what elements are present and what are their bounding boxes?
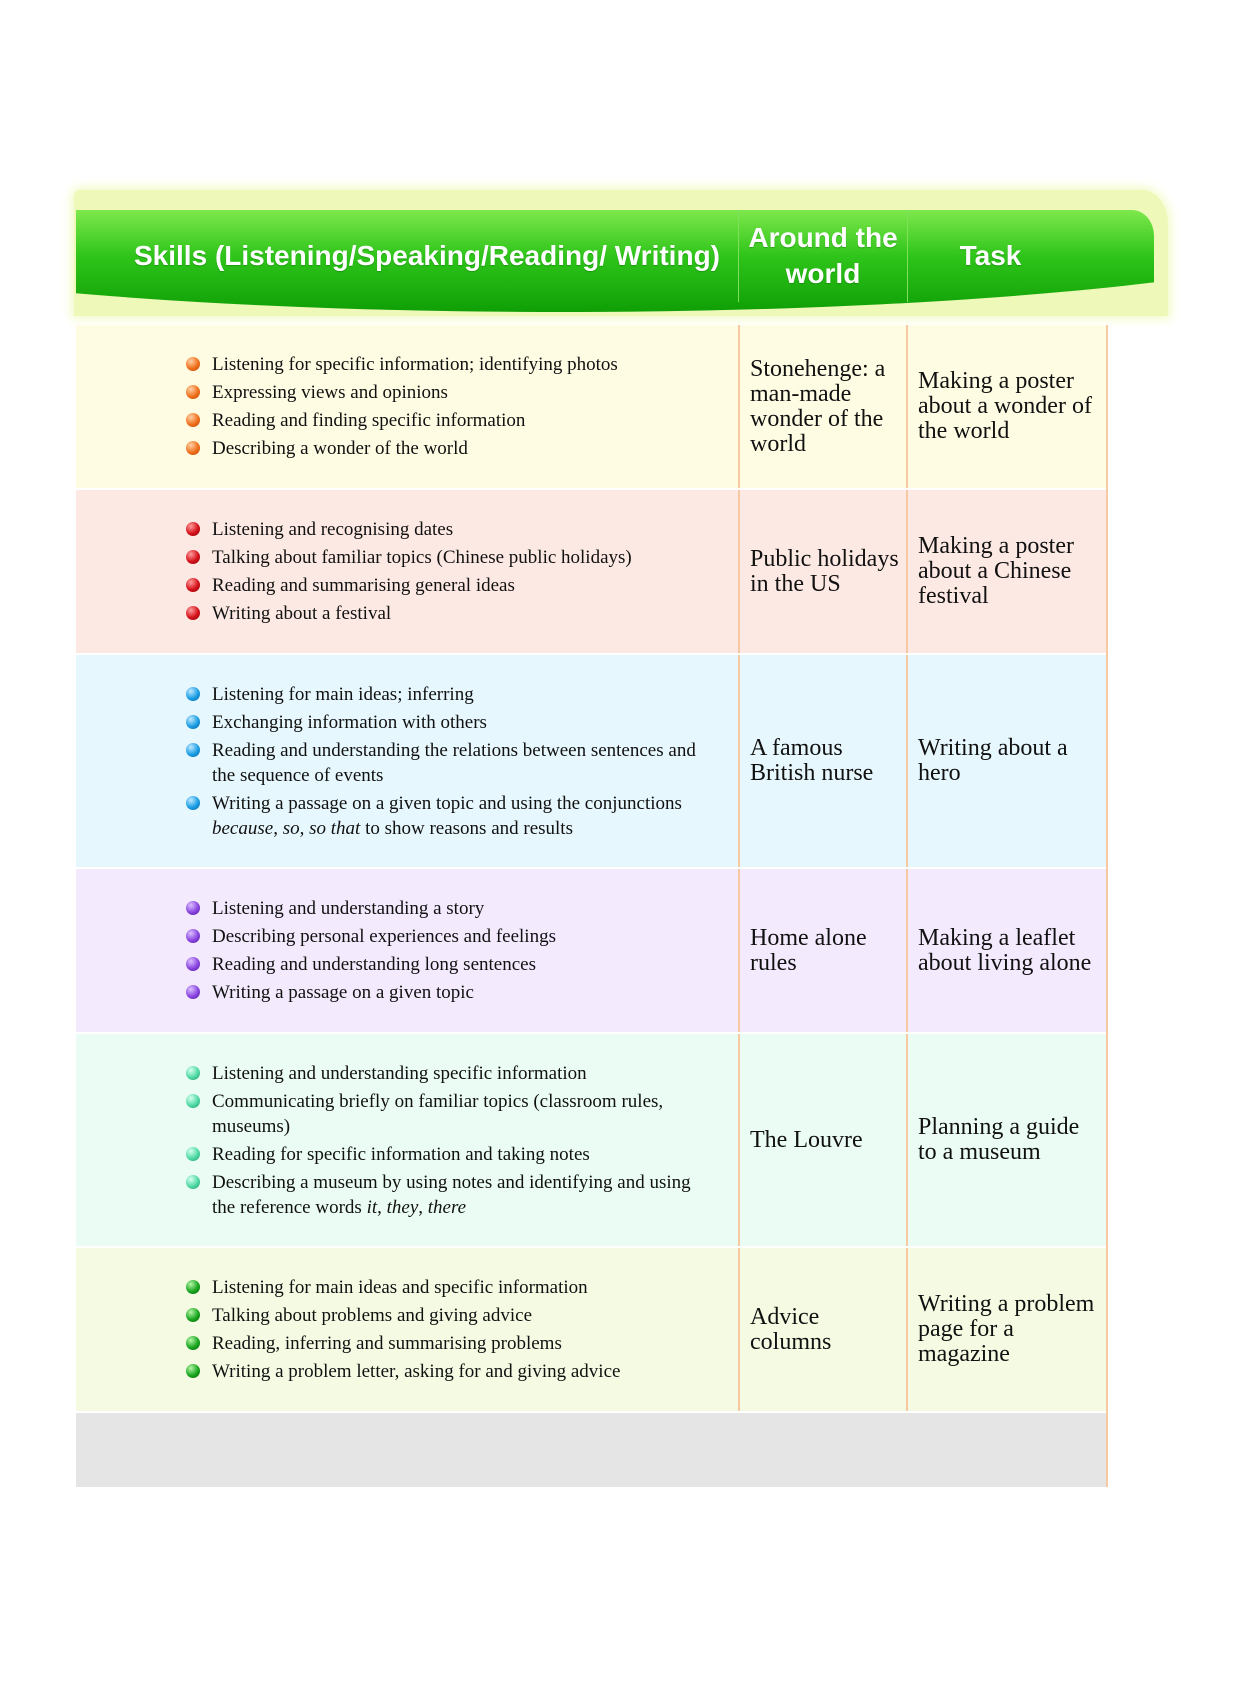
table-row: [76, 325, 1106, 490]
task-cell: Writing a problem page for a magazine: [906, 1248, 1106, 1411]
skill-item: Expressing views and opinions: [186, 380, 618, 405]
skill-item: Reading and finding specific information: [186, 408, 618, 433]
red-bullet-icon: [186, 606, 200, 620]
table-row: [76, 1248, 1106, 1413]
contents-table: [76, 190, 1168, 1487]
orange-bullet-icon: [186, 385, 200, 399]
skill-item: Listening and understanding a story: [186, 896, 556, 921]
mint-bullet-icon: [186, 1094, 200, 1108]
skill-item: Listening for main ideas; inferring: [186, 682, 716, 707]
red-bullet-icon: [186, 578, 200, 592]
skills-list: [186, 1058, 716, 1223]
skill-item: Listening and understanding specific information: [186, 1061, 716, 1086]
task-cell: Planning a guide to a museum: [906, 1034, 1106, 1246]
blue-bullet-icon: [186, 796, 200, 810]
skills-cell: [76, 490, 738, 653]
skill-item: Reading and understanding the relations between sentences and the sequence of events: [186, 738, 716, 788]
purple-bullet-icon: [186, 957, 200, 971]
blue-bullet-icon: [186, 743, 200, 757]
skill-item: Reading for specific information and taking notes: [186, 1142, 716, 1167]
skill-item: Talking about problems and giving advice: [186, 1303, 620, 1328]
skills-list: [186, 893, 556, 1008]
task-cell: Making a leaflet about living alone: [906, 869, 1106, 1032]
skill-item: Writing a passage on a given topic: [186, 980, 556, 1005]
skill-item: Writing about a festival: [186, 601, 632, 626]
skill-item: Talking about familiar topics (Chinese public holidays): [186, 545, 632, 570]
table-row: [76, 490, 1106, 655]
purple-bullet-icon: [186, 929, 200, 943]
table-footer-band: [76, 1413, 1108, 1487]
table-row: [76, 655, 1106, 869]
mint-bullet-icon: [186, 1175, 200, 1189]
skills-cell: [76, 869, 738, 1032]
red-bullet-icon: [186, 550, 200, 564]
orange-bullet-icon: [186, 441, 200, 455]
skill-item: Reading and summarising general ideas: [186, 573, 632, 598]
mint-bullet-icon: [186, 1147, 200, 1161]
skill-item: Communicating briefly on familiar topics (classroom rules, museums): [186, 1089, 716, 1139]
skill-item: Describing personal experiences and feelings: [186, 924, 556, 949]
table-row: [76, 1034, 1106, 1248]
green-bullet-icon: [186, 1308, 200, 1322]
skill-item: Exchanging information with others: [186, 710, 716, 735]
world-cell: A famous British nurse: [738, 655, 906, 867]
table-header: [76, 190, 1168, 325]
table-row: [76, 869, 1106, 1034]
skills-list: [186, 349, 618, 464]
skill-item: Reading, inferring and summarising problems: [186, 1331, 620, 1356]
blue-bullet-icon: [186, 715, 200, 729]
skills-cell: [76, 1248, 738, 1411]
orange-bullet-icon: [186, 357, 200, 371]
skills-list: [186, 679, 716, 844]
header-around-the-world: Around the world: [738, 210, 907, 302]
skills-list: [186, 514, 632, 629]
world-cell: Advice columns: [738, 1248, 906, 1411]
task-cell: Writing about a hero: [906, 655, 1106, 867]
skill-item: Reading and understanding long sentences: [186, 952, 556, 977]
task-cell: Making a poster about a Chinese festival: [906, 490, 1106, 653]
purple-bullet-icon: [186, 985, 200, 999]
skills-cell: [76, 1034, 738, 1246]
mint-bullet-icon: [186, 1066, 200, 1080]
skills-cell: [76, 325, 738, 488]
skill-item: Writing a problem letter, asking for and giving advice: [186, 1359, 620, 1384]
skill-item: Describing a museum by using notes and identifying and using the reference words it, they, there: [186, 1170, 716, 1220]
task-cell: Making a poster about a wonder of the world: [906, 325, 1106, 488]
green-bullet-icon: [186, 1364, 200, 1378]
skill-item: Listening for main ideas and specific information: [186, 1275, 620, 1300]
header-skills: Skills (Listening/Speaking/Reading/ Writing): [134, 240, 720, 271]
skills-cell: [76, 655, 738, 867]
world-cell: Stonehenge: a man-made wonder of the world: [738, 325, 906, 488]
purple-bullet-icon: [186, 901, 200, 915]
world-cell: Home alone rules: [738, 869, 906, 1032]
skill-item: Listening and recognising dates: [186, 517, 632, 542]
world-cell: Public holidays in the US: [738, 490, 906, 653]
header-task: Task: [907, 210, 1103, 302]
orange-bullet-icon: [186, 413, 200, 427]
skill-item: Describing a wonder of the world: [186, 436, 618, 461]
skill-item: Listening for specific information; identifying photos: [186, 352, 618, 377]
blue-bullet-icon: [186, 687, 200, 701]
table-body: [76, 325, 1108, 1413]
skill-item: Writing a passage on a given topic and using the conjunctions because, so, so that to show reasons and results: [186, 791, 716, 841]
world-cell: The Louvre: [738, 1034, 906, 1246]
red-bullet-icon: [186, 522, 200, 536]
header-row: [76, 210, 1154, 302]
skills-list: [186, 1272, 620, 1387]
green-bullet-icon: [186, 1280, 200, 1294]
green-bullet-icon: [186, 1336, 200, 1350]
